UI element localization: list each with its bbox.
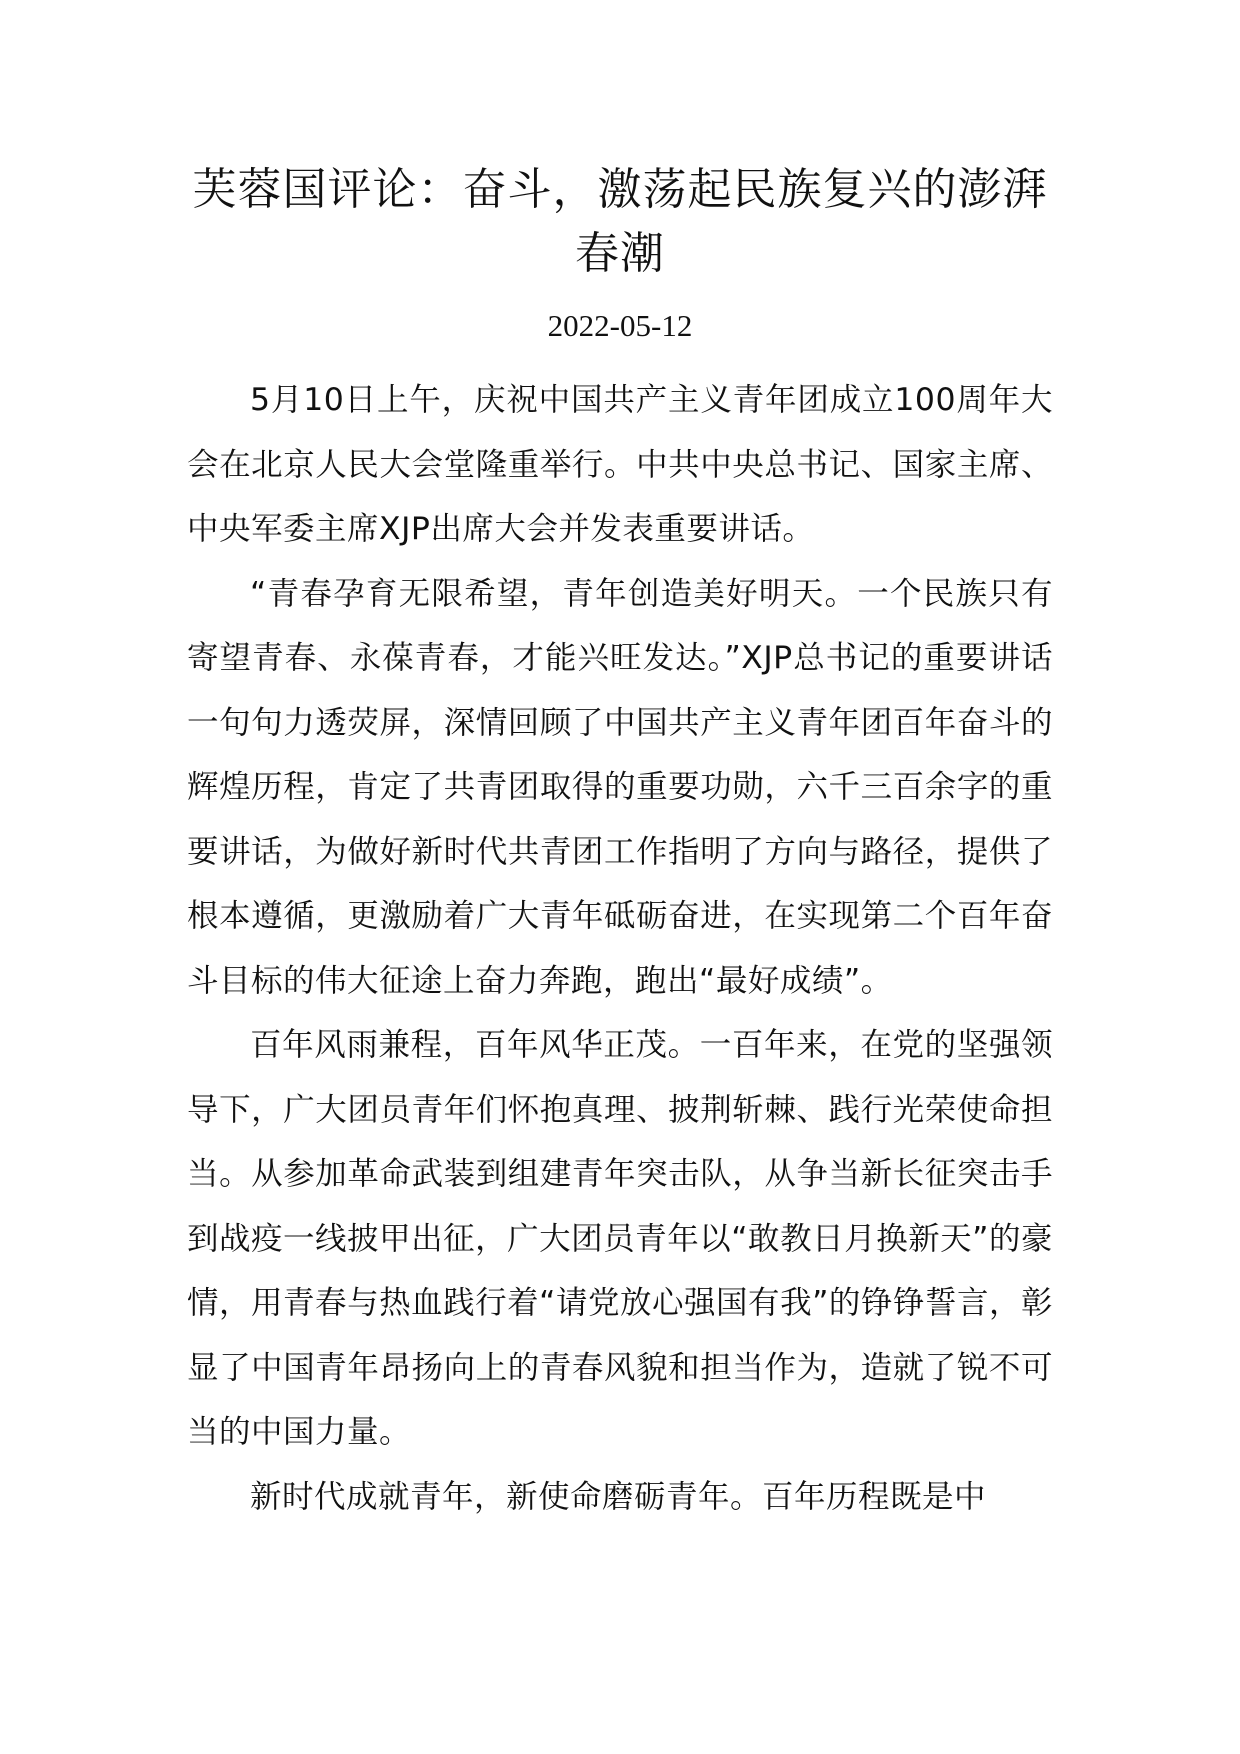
paragraph: 百年风雨兼程，百年风华正茂。一百年来，在党的坚强领导下，广大团员青年们怀抱真理、披荆斩棘、践行光荣使命担当。从参加革命武装到组建青年突击队，从争当新长征突击手到战疫一线披甲出征，广大团员青年以“敢教日月换新天”的豪情，用青春与热血践行着“请党放心强国有我”的铮铮誓言，彰显了中国青年昂扬向上的青春风貌和担当作为，造就了锐不可当的中国力量。 bbox=[187, 1027, 1053, 1450]
article-body bbox=[187, 368, 1053, 1529]
article-date: 2022-05-12 bbox=[547, 308, 693, 343]
paragraph: “青春孕育无限希望，青年创造美好明天。一个民族只有寄望青春、永葆青春，才能兴旺发达。”XJP总书记的重要讲话一句句力透荧屏，深情回顾了中国共产主义青年团百年奋斗的辉煌历程，肯定了共青团取得的重要功勋，六千三百余字的重要讲话，为做好新时代共青团工作指明了方向与路径，提供了根本遵循，更激励着广大青年砥砺奋进，在实现第二个百年奋斗目标的伟大征途上奋力奔跑，跑出“最好成绩”。 bbox=[187, 575, 1053, 999]
article-title: 芙蓉国评论：奋斗，激荡起民族复兴的澎湃春潮 bbox=[192, 164, 1048, 279]
paragraph: 5月10日上午，庆祝中国共产主义青年团成立100周年大会在北京人民大会堂隆重举行。中共中央总书记、国家主席、中央军委主席XJP出席大会并发表重要讲话。 bbox=[187, 382, 1053, 547]
paragraph: 新时代成就青年，新使命磨砺青年。百年历程既是中 bbox=[250, 1478, 987, 1515]
